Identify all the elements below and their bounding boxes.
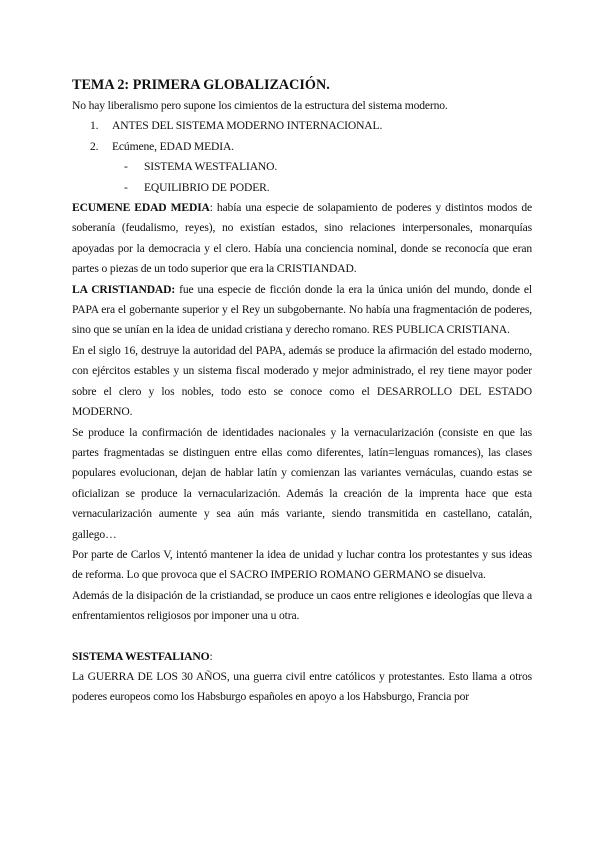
body-paragraph: Además de la disipación de la cristiandad, se produce un caos entre religiones e ideologías que lleva a enfrentamientos religiosos por imponer una u otra. [72, 588, 532, 623]
section-heading: SISTEMA WESTFALIANO [72, 649, 210, 663]
cristiandad-paragraph [72, 280, 532, 341]
list-item-text: EQUILIBRIO DE PODER. [144, 180, 270, 194]
dash-bullet: - [124, 180, 128, 194]
list-item [72, 137, 532, 157]
dash-bullet: - [124, 160, 128, 174]
spacer [72, 627, 532, 647]
westfaliano-heading-line [72, 647, 532, 667]
paragraph-text: fue una especie de ficción donde la era la única unión del mundo, donde el PAPA era el gobernante superior y el Rey un subgobernante. No había una fragmentación de poderes, sino que se unían en la idea de unidad cristiana y derecho romano. RES PUBLICA CRISTIANA. [72, 282, 533, 337]
list-item-text: SISTEMA WESTFALIANO. [144, 160, 278, 174]
numbered-list [72, 116, 532, 157]
list-number: 2. [90, 139, 99, 153]
list-item [72, 116, 532, 136]
westfaliano-paragraph: La GUERRA DE LOS 30 AÑOS, una guerra civil entre católicos y protestantes. Esto llama a otros poderes europeos como los Habsburgo españoles en apoyo a los Habsburgo, Francia por [72, 669, 532, 704]
body-paragraph: En el siglo 16, destruye la autoridad del PAPA, además se produce la afirmación del estado moderno, con ejércitos estables y un sistema fiscal moderado y mejor administrado, el rey tiene mayor poder sobre el clero y los nobles, todo esto se conoce como el DESARROLLO DEL ESTADO MODERNO. [72, 343, 532, 419]
section-heading: ECUMENE EDAD MEDIA [72, 201, 210, 215]
list-item-text: ANTES DEL SISTEMA MODERNO INTERNACIONAL. [112, 119, 383, 133]
ecumene-paragraph [72, 198, 532, 280]
body-paragraph: Se produce la confirmación de identidades nacionales y la vernacularización (consiste en que las partes fragmentadas se distinguen entre ellas como diferentes, latín=lenguas romances), las clases populares evolucionan, dejan de hablar latín y comienzan las variantes vernáculas, cuando estas se oficializan se produce la vernacularización. Además la creación de la imprenta hace que esta vernacularización aumente y sea aún más variante, siendo transmitida en castellano, catalán, gallego… [72, 425, 532, 541]
intro-paragraph: No hay liberalismo pero supone los cimientos de la estructura del sistema moderno. [72, 99, 448, 112]
list-item [72, 178, 532, 198]
body-paragraph: Por parte de Carlos V, intentó mantener la idea de unidad y luchar contra los protestantes y sus ideas de reforma. Lo que provoca que el SACRO IMPERIO ROMANO GERMANO se disuelva. [72, 547, 532, 582]
paragraph-text: : había una especie de solapamiento de poderes y distintos modos de soberanía (feudalismo, reyes), no existían estados, sino relaciones interpersonales, monarquías apoyadas por la democracia y el clero. Había una conciencia nominal, donde se reconocía que eran partes o piezas de un todo superior que era la CRISTIANDAD. [72, 201, 533, 276]
heading-colon: : [209, 649, 213, 663]
list-item-text: Ecúmene, EDAD MEDIA. [112, 139, 234, 153]
dash-list [72, 157, 532, 198]
document-body [72, 74, 532, 708]
section-heading: LA CRISTIANDAD: [72, 282, 176, 296]
list-number: 1. [90, 119, 99, 133]
page-title: TEMA 2: PRIMERA GLOBALIZACIÓN. [72, 77, 330, 93]
list-item [72, 157, 532, 177]
